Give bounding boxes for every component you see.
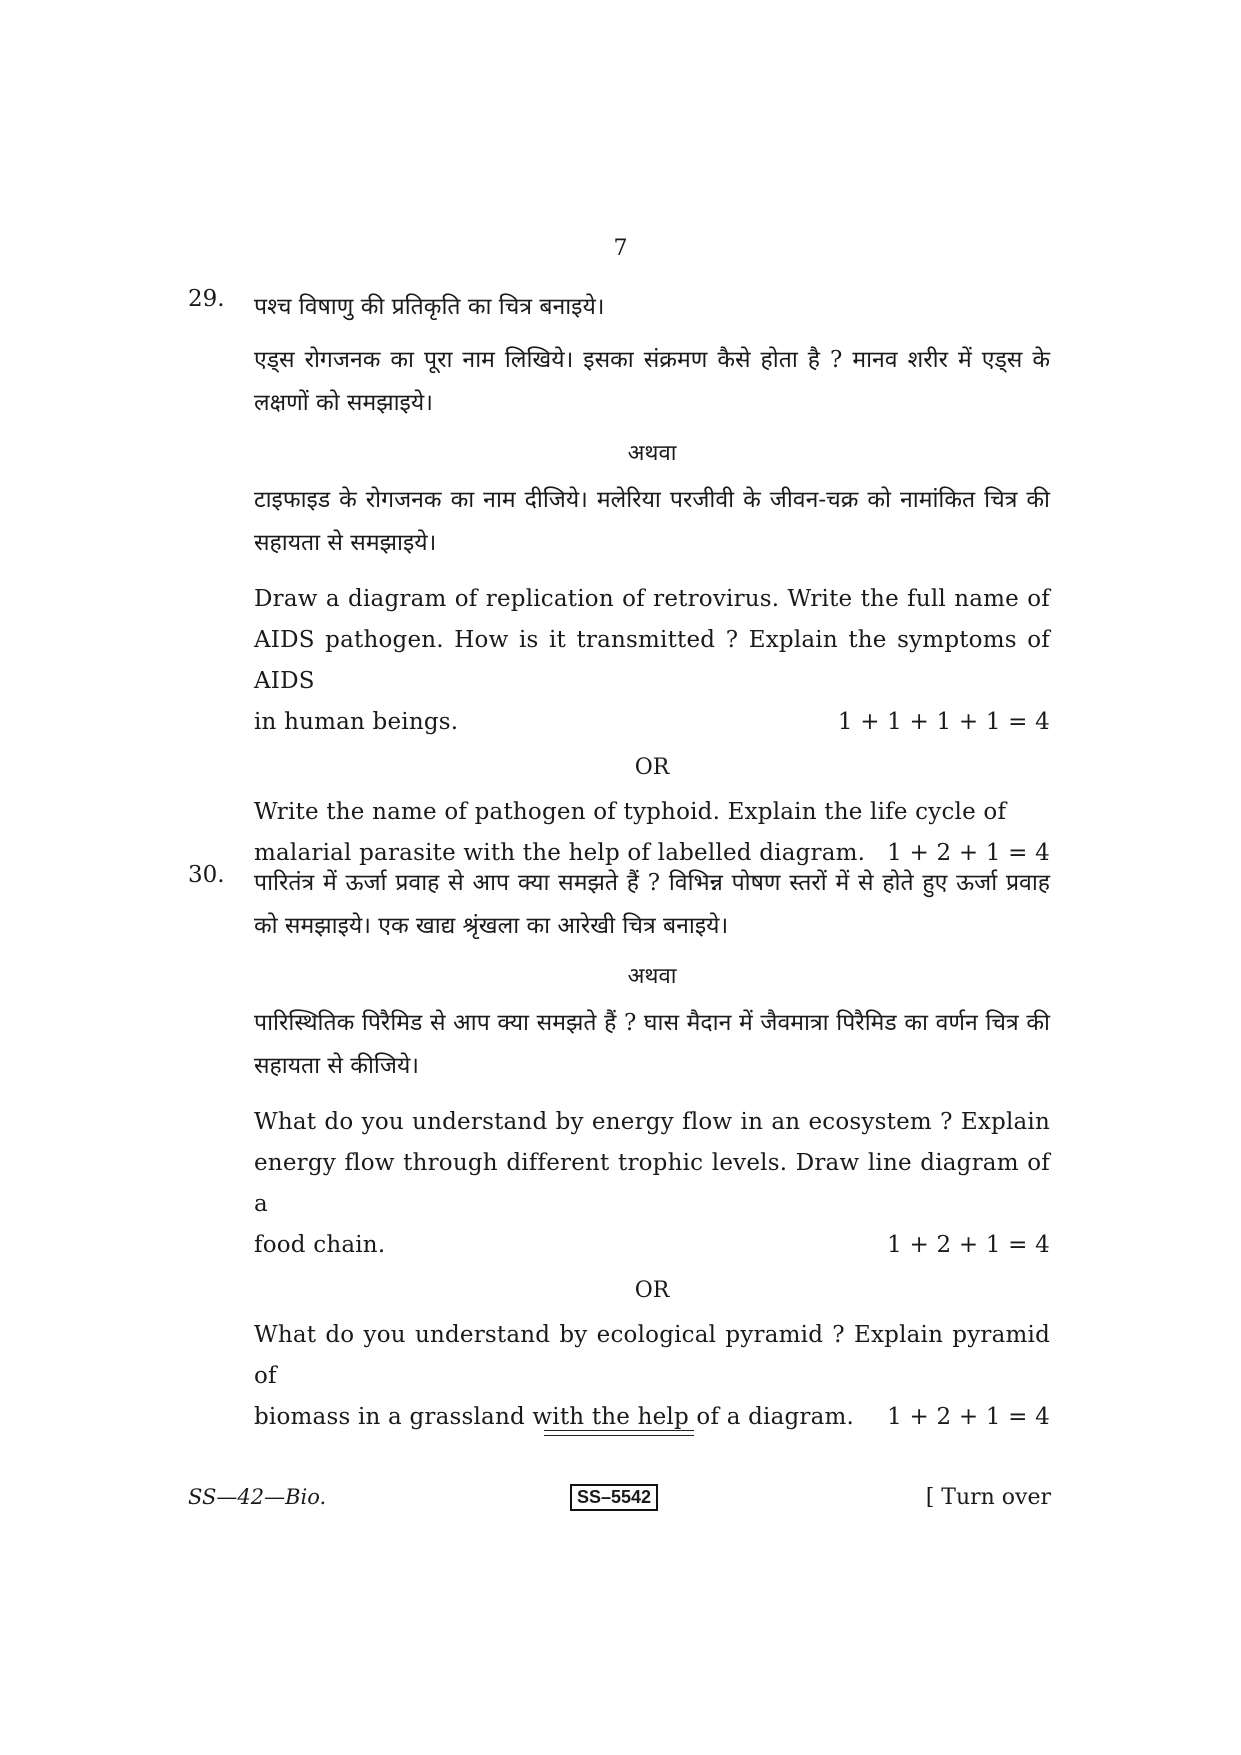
- hindi-text: टाइफाइड के रोगजनक का नाम दीजिये। मलेरिया परजीवी के जीवन-चक्र को नामांकित चित्र की सहायता से समझाइये।: [254, 487, 1050, 556]
- question-number: 30.: [188, 862, 225, 888]
- english-text-part: What do you understand by ecological pyramid ? Explain pyramid of: [254, 1322, 1050, 1389]
- end-rule-divider: [544, 1430, 694, 1436]
- or-separator-hindi: अथवा: [627, 441, 677, 466]
- page-number: 7: [613, 236, 628, 261]
- english-text-part: Write the name of pathogen of typhoid. Explain the life cycle of: [254, 799, 1007, 825]
- english-text: [254, 579, 1050, 743]
- english-text-part: food chain.: [254, 1232, 386, 1258]
- footer-turn-over: [ Turn over: [925, 1485, 1051, 1510]
- marks: 1 + 2 + 1 = 4: [887, 840, 1050, 866]
- question-body: [254, 286, 1050, 874]
- or-separator: OR: [634, 1278, 670, 1303]
- marks: 1 + 2 + 1 = 4: [887, 1232, 1050, 1258]
- english-text: [254, 1102, 1050, 1266]
- footer-paper-code: SS–5542: [570, 1484, 658, 1511]
- marks: 1 + 1 + 1 + 1 = 4: [837, 709, 1050, 735]
- hindi-text: पारिस्थितिक पिरैमिड से आप क्या समझते हैं ? घास मैदान में जैवमात्रा पिरैमिड का वर्णन चित्र की सहायता से कीजिये।: [254, 1010, 1050, 1079]
- hindi-text: एड्स रोगजनक का पूरा नाम लिखिये। इसका संक्रमण कैसे होता है ? मानव शरीर में एड्स के लक्षणों को समझाइये।: [254, 347, 1050, 416]
- hindi-text: पश्च विषाणु की प्रतिकृति का चित्र बनाइये।: [254, 294, 605, 320]
- english-text-part: in human beings.: [254, 709, 459, 735]
- footer-subject-code: SS—42—Bio.: [188, 1485, 327, 1509]
- english-text: [254, 1315, 1050, 1438]
- question-29: [188, 286, 1050, 874]
- question-30: [188, 862, 1050, 1438]
- english-text-part: What do you understand by energy flow in an ecosystem ? Explain energy flow through different trophic levels. Draw line diagram of a: [254, 1109, 1050, 1217]
- english-text-part: Draw a diagram of replication of retrovirus. Write the full name of AIDS pathogen. How is it transmitted ? Explain the symptoms of AIDS: [254, 586, 1050, 694]
- hindi-text: पारितंत्र में ऊर्जा प्रवाह से आप क्या समझते हैं ? विभिन्न पोषण स्तरों में से होते हुए ऊर्जा प्रवाह को समझाइये। एक खाद्य श्रृंखला का आरेखी चित्र बनाइये।: [254, 870, 1050, 939]
- or-separator: OR: [634, 755, 670, 780]
- question-body: [254, 862, 1050, 1438]
- english-text-part: malarial parasite with the help of labelled diagram.: [254, 840, 866, 866]
- english-text-part: biomass in a grassland with the help of a diagram.: [254, 1404, 855, 1430]
- marks: 1 + 2 + 1 = 4: [887, 1404, 1050, 1430]
- question-number: 29.: [188, 286, 225, 312]
- or-separator-hindi: अथवा: [627, 964, 677, 989]
